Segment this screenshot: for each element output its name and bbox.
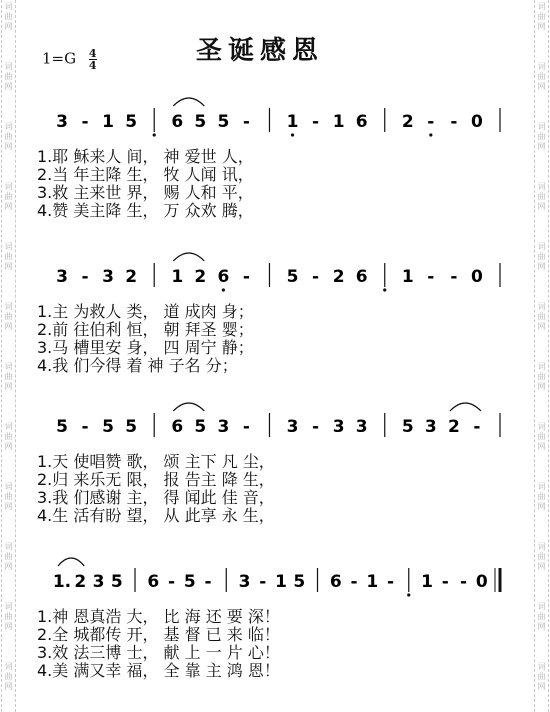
lyric-line: 1.耶 稣来人 间， 神 爱世 人， (37, 147, 254, 166)
low-octave-dot (407, 593, 410, 596)
watermark-stamp: 词 曲 网 (537, 122, 546, 151)
watermark-stamp: 词 曲 网 (4, 302, 13, 331)
note: 6 (147, 572, 160, 592)
lyric-line: 2.前 往伯利 恒， 朝 拜圣 婴； (37, 320, 254, 339)
note: 2 (125, 267, 138, 287)
note: 5 (401, 417, 414, 437)
meter-bottom: 4 (88, 59, 97, 72)
watermark-stamp: 词 曲 网 (4, 662, 13, 691)
note: 6 (171, 417, 184, 437)
notation-line (0, 560, 550, 600)
note: 1 (275, 572, 287, 592)
watermark-stamp: 词 曲 网 (4, 482, 13, 511)
lyric-line: 3.我 们感谢 主， 得 闻此 佳 音， (37, 488, 275, 507)
note: 0 (475, 572, 488, 592)
dash-mark: - (427, 267, 435, 287)
dash-mark: - (312, 112, 320, 132)
slur (450, 403, 481, 411)
watermark-stamp: 词 曲 网 (4, 542, 13, 571)
dash-mark: - (204, 572, 212, 592)
note: 6 (329, 572, 342, 592)
dash-mark: - (459, 572, 468, 592)
note: 3 (92, 572, 105, 592)
lyric-line: 4.赞 美主降 生， 万 众欢 腾， (37, 201, 254, 220)
key-signature (42, 48, 97, 71)
watermark-stamp: 词 曲 网 (4, 242, 13, 271)
notation-line (0, 255, 550, 295)
low-octave-dot (429, 133, 432, 136)
note: 3 (332, 417, 345, 437)
lyric-line: 1.天 使唱赞 歌， 颂 主下 凡 尘， (37, 452, 275, 471)
note: 3 (217, 417, 230, 437)
note: 5 (194, 112, 207, 132)
dash-mark: - (441, 572, 449, 592)
dash-mark: - (242, 112, 250, 132)
dash-mark: - (242, 267, 250, 287)
dash-mark: - (312, 267, 320, 287)
watermark-stamp: 词 曲 网 (4, 362, 13, 391)
dash-mark: - (312, 417, 320, 437)
slur (173, 403, 204, 411)
note: 0 (471, 112, 483, 132)
note: 2 (332, 267, 345, 287)
note: 2 (401, 112, 414, 132)
note: 3 (424, 417, 437, 437)
note: 1 (171, 267, 184, 287)
dash-mark: - (81, 417, 89, 437)
watermark-stamp: 词 曲 网 (4, 2, 13, 31)
watermark-stamp: 词 曲 网 (537, 242, 546, 271)
note: 1 (421, 572, 433, 592)
slur (173, 98, 204, 106)
lyric-line: 2.归 来乐无 限， 报 告主 降 生， (37, 470, 275, 489)
watermark-stamp: 词 曲 网 (537, 302, 546, 331)
note: 5 (125, 417, 138, 437)
watermark-stamp: 词 曲 网 (4, 62, 13, 91)
dash-mark: - (167, 572, 176, 592)
watermark-stamp: 词 曲 网 (537, 2, 546, 31)
note: 6 (217, 267, 230, 287)
note: 1 (332, 112, 345, 132)
note: 5 (293, 572, 306, 592)
note: 1 (102, 112, 115, 132)
note: 5 (102, 417, 115, 437)
note: 3 (355, 417, 368, 437)
note: 5 (110, 572, 123, 592)
note: 1. (52, 572, 72, 592)
dash-mark: - (450, 267, 458, 287)
key-tonic: 1=G (42, 49, 77, 68)
note: 2 (447, 417, 460, 437)
watermark-stamp: 词 曲 网 (537, 62, 546, 91)
note: 0 (471, 267, 483, 287)
note: 2 (74, 572, 87, 592)
notation-line (0, 405, 550, 445)
dash-mark: - (259, 572, 267, 592)
watermark-stamp: 词 曲 网 (537, 482, 546, 511)
note: 3 (238, 572, 251, 592)
lyric-line: 4.生 活有盼 望， 从 此享 永 生， (37, 506, 275, 525)
watermark-stamp: 词 曲 网 (537, 602, 546, 631)
note: 3 (56, 112, 68, 132)
song-title: 圣诞感恩 (195, 36, 324, 66)
note: 5 (56, 417, 68, 437)
lyric-line: 1.神 恩真浩 大， 比 海 还 要 深！ (37, 607, 280, 626)
note: 5 (183, 572, 196, 592)
watermark-stamp: 词 曲 网 (4, 602, 13, 631)
dash-mark: - (81, 112, 89, 132)
meter-top: 4 (88, 47, 97, 60)
note: 3 (102, 267, 115, 287)
note: 6 (355, 112, 368, 132)
watermark-stamp: 词 曲 网 (537, 542, 546, 571)
slur (58, 558, 84, 566)
watermark-stamp: 词 曲 网 (537, 362, 546, 391)
lyric-line: 3.马 槽里安 身， 四 周宁 静； (37, 338, 254, 357)
low-octave-dot (153, 133, 156, 136)
low-octave-dot (383, 288, 386, 291)
note: 5 (125, 112, 138, 132)
dash-mark: - (242, 417, 250, 437)
note: 1 (366, 572, 379, 592)
note: 2 (194, 267, 207, 287)
watermark-stamp: 词 曲 网 (4, 182, 13, 211)
watermark-stamp: 词 曲 网 (537, 422, 546, 451)
low-octave-dot (222, 288, 225, 291)
dash-mark: - (473, 417, 481, 437)
note: 5 (286, 267, 299, 287)
note: 1 (286, 112, 299, 132)
dash-mark: - (386, 572, 395, 592)
notation-line (0, 100, 550, 140)
slur (173, 253, 204, 261)
lyric-line: 4.美 满又幸 福， 全 靠 主 鸿 恩！ (37, 661, 280, 680)
lyric-line: 1.主 为救人 类， 道 成肉 身； (37, 302, 254, 321)
watermark-stamp: 词 曲 网 (537, 662, 546, 691)
lyric-line: 2.全 城都传 开， 基 督 已 来 临！ (37, 625, 280, 644)
dash-mark: - (350, 572, 358, 592)
note: 3 (286, 417, 299, 437)
lyric-line: 4.我 们今得 着 神 子名 分； (37, 356, 238, 375)
time-signature (89, 48, 97, 71)
note: 6 (355, 267, 368, 287)
note: 5 (217, 112, 230, 132)
low-octave-dot (291, 133, 294, 136)
lyric-line: 3.救 主来世 界， 赐 人和 平， (37, 183, 254, 202)
note: 3 (56, 267, 68, 287)
watermark-stamp: 词 曲 网 (4, 122, 13, 151)
lyric-line: 3.效 法三博 士， 献 上 一 片 心！ (37, 643, 280, 662)
note: 5 (194, 417, 207, 437)
note: 1 (401, 267, 414, 287)
lyric-line: 2.当 年主降 生， 牧 人闻 讯， (37, 165, 254, 184)
watermark-stamp: 词 曲 网 (4, 422, 13, 451)
note: 6 (171, 112, 184, 132)
dash-mark: - (81, 267, 89, 287)
watermark-stamp: 词 曲 网 (537, 182, 546, 211)
dash-mark: - (427, 112, 435, 132)
dash-mark: - (450, 112, 458, 132)
